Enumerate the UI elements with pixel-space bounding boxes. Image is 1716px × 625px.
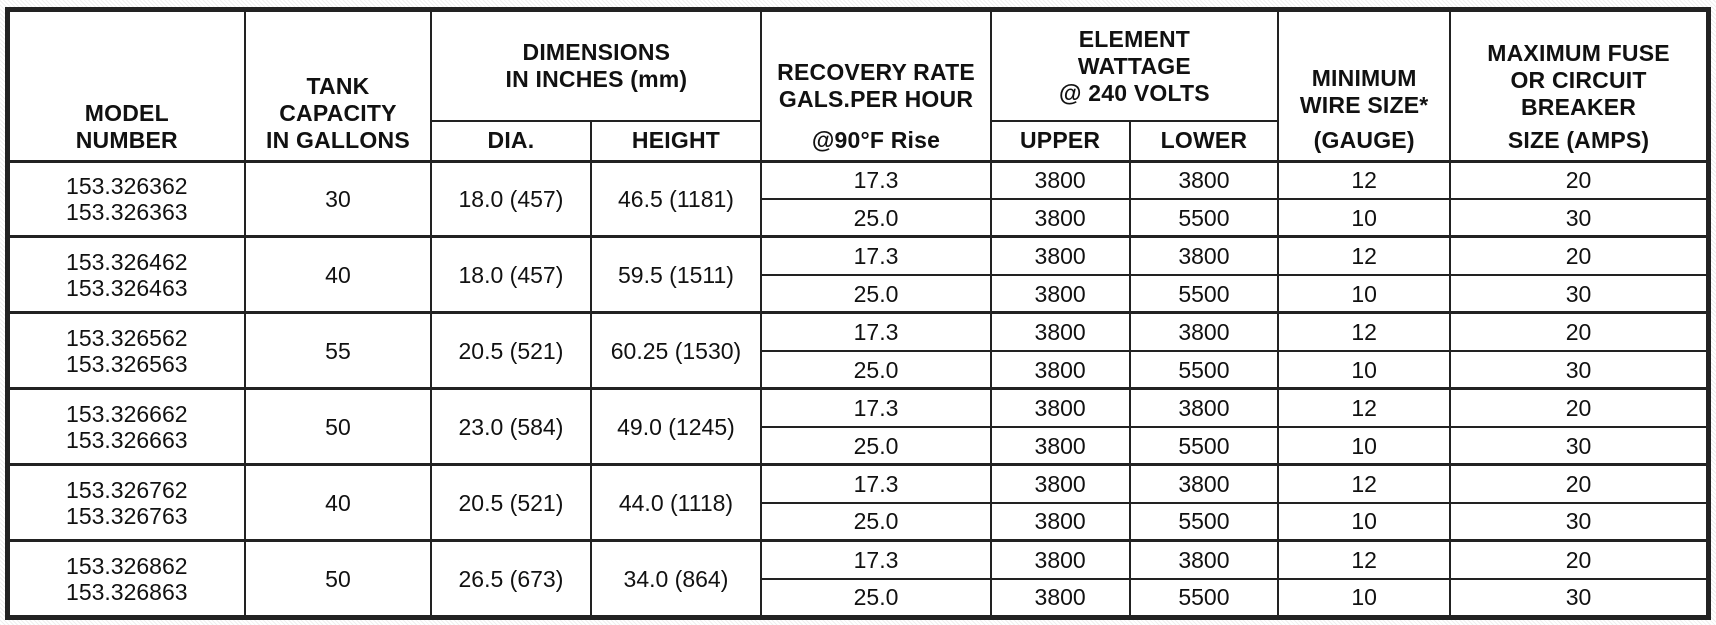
header-element-line3: @ 240 VOLTS — [1059, 79, 1210, 106]
table-row — [9, 465, 1707, 503]
table-row — [9, 161, 1707, 199]
height: 44.0 (1118) — [591, 465, 762, 541]
model-number-cell — [9, 465, 245, 541]
diameter: 18.0 (457) — [431, 237, 590, 313]
model-number: 153.326563 — [66, 350, 188, 377]
recovery-rate: 17.3 — [761, 389, 990, 427]
fuse-amps: 30 — [1450, 351, 1707, 389]
fuse-amps: 30 — [1450, 199, 1707, 237]
lower-wattage: 5500 — [1130, 275, 1279, 313]
header-model-line1: MODEL — [84, 99, 169, 126]
header-lower: LOWER — [1130, 121, 1279, 161]
diameter: 20.5 (521) — [431, 465, 590, 541]
header-wire-line1: MINIMUM — [1311, 64, 1417, 91]
wire-gauge: 12 — [1278, 313, 1450, 351]
upper-wattage: 3800 — [991, 237, 1130, 275]
model-number: 153.326363 — [66, 198, 188, 225]
header-tank-line1: TANK — [306, 72, 370, 99]
header-recovery-line2: GALS.PER HOUR — [778, 85, 974, 112]
header-max-fuse — [1450, 11, 1707, 161]
fuse-amps: 30 — [1450, 503, 1707, 541]
fuse-amps: 20 — [1450, 161, 1707, 199]
table-row — [9, 389, 1707, 427]
header-fuse-line1: MAXIMUM FUSE — [1487, 39, 1670, 66]
fuse-amps: 20 — [1450, 541, 1707, 579]
diameter: 20.5 (521) — [431, 313, 590, 389]
tank-capacity: 55 — [245, 313, 432, 389]
recovery-rate: 25.0 — [761, 503, 990, 541]
tank-capacity: 40 — [245, 237, 432, 313]
lower-wattage: 3800 — [1130, 389, 1279, 427]
model-number: 153.326762 — [66, 476, 188, 503]
height: 59.5 (1511) — [591, 237, 762, 313]
upper-wattage: 3800 — [991, 313, 1130, 351]
wire-gauge: 12 — [1278, 161, 1450, 199]
wire-gauge: 10 — [1278, 351, 1450, 389]
height: 46.5 (1181) — [591, 161, 762, 237]
model-number-cell — [9, 389, 245, 465]
table-row — [9, 237, 1707, 275]
header-wire-line3: (GAUGE) — [1313, 126, 1415, 153]
wire-gauge: 10 — [1278, 503, 1450, 541]
model-number: 153.326663 — [66, 426, 188, 453]
diameter: 23.0 (584) — [431, 389, 590, 465]
lower-wattage: 3800 — [1130, 465, 1279, 503]
water-heater-spec-table — [8, 10, 1708, 617]
tank-capacity: 40 — [245, 465, 432, 541]
wire-gauge: 12 — [1278, 389, 1450, 427]
lower-wattage: 5500 — [1130, 351, 1279, 389]
recovery-rate: 25.0 — [761, 579, 990, 616]
header-recovery-rate — [761, 11, 990, 161]
model-number-cell — [9, 237, 245, 313]
height: 34.0 (864) — [591, 541, 762, 616]
recovery-rate: 25.0 — [761, 275, 990, 313]
model-number-cell — [9, 161, 245, 237]
diameter: 26.5 (673) — [431, 541, 590, 616]
wire-gauge: 12 — [1278, 541, 1450, 579]
fuse-amps: 20 — [1450, 313, 1707, 351]
recovery-rate: 17.3 — [761, 237, 990, 275]
diameter: 18.0 (457) — [431, 161, 590, 237]
recovery-rate: 25.0 — [761, 351, 990, 389]
model-number: 153.326462 — [66, 248, 188, 275]
header-tank-line2: CAPACITY — [279, 99, 397, 126]
tank-capacity: 50 — [245, 541, 432, 616]
upper-wattage: 3800 — [991, 389, 1130, 427]
model-number: 153.326562 — [66, 324, 188, 351]
upper-wattage: 3800 — [991, 465, 1130, 503]
model-number-cell — [9, 541, 245, 616]
header-dims-line2: IN INCHES (mm) — [505, 66, 688, 92]
upper-wattage: 3800 — [991, 579, 1130, 616]
model-number: 153.326863 — [66, 578, 188, 605]
wire-gauge: 10 — [1278, 427, 1450, 465]
lower-wattage: 3800 — [1130, 541, 1279, 579]
recovery-rate: 17.3 — [761, 161, 990, 199]
header-height: HEIGHT — [591, 121, 762, 161]
lower-wattage: 5500 — [1130, 427, 1279, 465]
recovery-rate: 25.0 — [761, 427, 990, 465]
header-fuse-line3: BREAKER — [1520, 93, 1637, 120]
upper-wattage: 3800 — [991, 199, 1130, 237]
header-element-line2: WATTAGE — [1077, 52, 1191, 79]
header-element-line1: ELEMENT — [1078, 25, 1191, 52]
lower-wattage: 5500 — [1130, 199, 1279, 237]
upper-wattage: 3800 — [991, 161, 1130, 199]
fuse-amps: 30 — [1450, 275, 1707, 313]
header-tank-capacity — [245, 11, 432, 161]
lower-wattage: 3800 — [1130, 237, 1279, 275]
header-element-wattage — [991, 11, 1279, 121]
model-number: 153.326862 — [66, 552, 188, 579]
tank-capacity: 30 — [245, 161, 432, 237]
header-min-wire-size — [1278, 11, 1450, 161]
header-fuse-line2: OR CIRCUIT — [1510, 66, 1647, 93]
recovery-rate: 17.3 — [761, 313, 990, 351]
lower-wattage: 5500 — [1130, 579, 1279, 616]
fuse-amps: 20 — [1450, 389, 1707, 427]
header-dimensions — [431, 11, 761, 121]
model-number: 153.326463 — [66, 274, 188, 301]
wire-gauge: 10 — [1278, 199, 1450, 237]
upper-wattage: 3800 — [991, 275, 1130, 313]
upper-wattage: 3800 — [991, 427, 1130, 465]
header-tank-line3: IN GALLONS — [266, 126, 410, 153]
header-model-line2: NUMBER — [75, 126, 178, 153]
height: 49.0 (1245) — [591, 389, 762, 465]
wire-gauge: 10 — [1278, 275, 1450, 313]
header-dia: DIA. — [431, 121, 590, 161]
table-row — [9, 541, 1707, 579]
recovery-rate: 17.3 — [761, 465, 990, 503]
tank-capacity: 50 — [245, 389, 432, 465]
height: 60.25 (1530) — [591, 313, 762, 389]
header-recovery-line1: RECOVERY RATE — [777, 58, 975, 85]
model-number-cell — [9, 313, 245, 389]
model-number: 153.326763 — [66, 502, 188, 529]
wire-gauge: 12 — [1278, 237, 1450, 275]
table-row — [9, 313, 1707, 351]
upper-wattage: 3800 — [991, 541, 1130, 579]
header-fuse-line4: SIZE (AMPS) — [1507, 126, 1650, 153]
upper-wattage: 3800 — [991, 503, 1130, 541]
fuse-amps: 20 — [1450, 465, 1707, 503]
fuse-amps: 20 — [1450, 237, 1707, 275]
wire-gauge: 12 — [1278, 465, 1450, 503]
model-number: 153.326362 — [66, 172, 188, 199]
lower-wattage: 5500 — [1130, 503, 1279, 541]
header-dims-line1: DIMENSIONS — [522, 39, 671, 65]
recovery-rate: 17.3 — [761, 541, 990, 579]
header-upper: UPPER — [991, 121, 1130, 161]
header-model-number — [9, 11, 245, 161]
fuse-amps: 30 — [1450, 427, 1707, 465]
lower-wattage: 3800 — [1130, 313, 1279, 351]
upper-wattage: 3800 — [991, 351, 1130, 389]
recovery-rate: 25.0 — [761, 199, 990, 237]
lower-wattage: 3800 — [1130, 161, 1279, 199]
fuse-amps: 30 — [1450, 579, 1707, 616]
header-recovery-line3: @90°F Rise — [811, 126, 941, 153]
model-number: 153.326662 — [66, 400, 188, 427]
wire-gauge: 10 — [1278, 579, 1450, 616]
header-wire-line2: WIRE SIZE* — [1299, 91, 1429, 118]
